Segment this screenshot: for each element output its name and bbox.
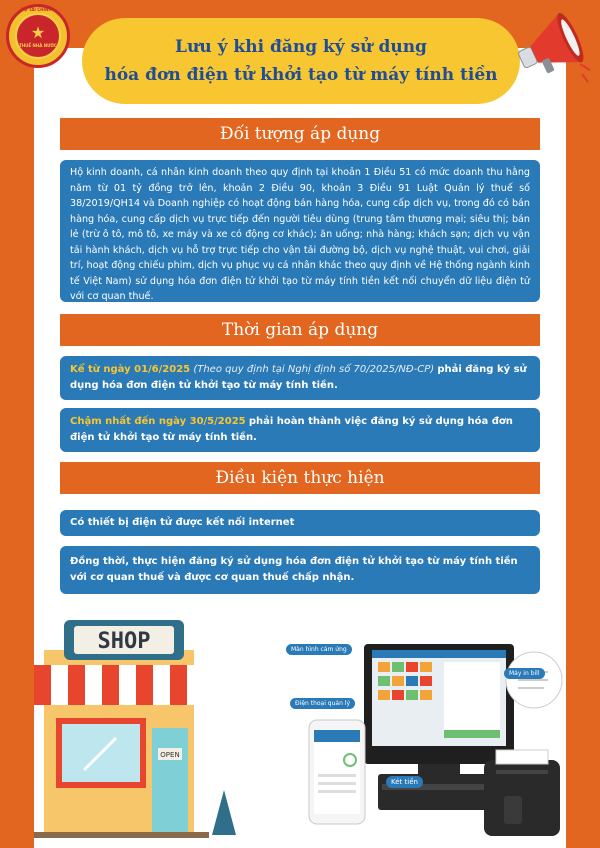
- phone-device: [309, 720, 365, 824]
- thoi-gian-item-2: [60, 408, 540, 452]
- dieu-kien-item-1: [60, 510, 540, 536]
- shop-sign-text: SHOP: [97, 629, 151, 654]
- heading-doi-tuong: Đối tượng áp dụng: [60, 118, 540, 150]
- label-cash-drawer: Két tiền: [386, 776, 423, 788]
- doi-tuong-text: Hộ kinh doanh, cá nhân kinh doanh theo quy định tại khoản 1 Điều 51 có mức doanh thu hằng năm từ 01 tỷ đồng trở lên, khoản 2 Điều 90, khoản 3 Điều 91 Luật Quản lý thuế số 38/2019/QH14 và Doanh nghiệp có hoạt động bán hàng hóa, cung cấp dịch vụ, trong đó có bán hàng hóa, cung cấp dịch vụ trực tiếp đến người tiêu dùng (trung tâm thương mại; siêu thị; bán lẻ (trừ ô tô, mô tô, xe máy và xe có động cơ khác); ăn uống; nhà hàng; khách sạn; dịch vụ vận tải hành khách, dịch vụ hỗ trợ trực tiếp cho vận tải đường bộ, dịch vụ nghệ thuật, vui chơi, giải trí, hoạt động chiếu phim, dịch vụ phục vụ cá nhân khác theo quy định về Hệ thống ngành kinh tế Việt Nam) sử dụng hóa đơn điện tử khởi tạo từ máy tính tiền kết nối chuyển dữ liệu điện tử với cơ quan thuế.: [70, 167, 530, 302]
- thoi-gian-text-1: phải đăng ký sử dụng hóa đơn điện tử khởi tạo từ máy tính tiền.: [70, 364, 527, 391]
- title-banner: [82, 18, 520, 104]
- megaphone-icon: [508, 4, 592, 88]
- thoi-gian-item-1: [60, 356, 540, 400]
- doi-tuong-box: [60, 160, 540, 302]
- title-line-2: hóa đơn điện tử khởi tạo từ máy tính tiền: [104, 65, 498, 85]
- open-sign-text: OPEN: [160, 751, 180, 759]
- star-icon: ★: [30, 22, 46, 42]
- label-bill-printer: Máy in bill: [504, 668, 545, 679]
- heading-dieu-kien: Điều kiện thực hiện: [60, 462, 540, 494]
- thoi-gian-text-2: phải hoàn thành việc đăng ký sử dụng hóa đơn điện tử khởi tạo từ máy tính tiền.: [70, 416, 513, 443]
- logo-inner-text: THUẾ NHÀ NƯỚC: [19, 42, 57, 48]
- date-highlight-1: Kể từ ngày 01/6/2025: [70, 364, 191, 375]
- heading-thoi-gian: Thời gian áp dụng: [60, 314, 540, 346]
- title-line-1: Lưu ý khi đăng ký sử dụng: [175, 37, 427, 57]
- logo-top-text: BỘ TÀI CHÍNH: [21, 7, 52, 12]
- dieu-kien-text-2: Đồng thời, thực hiện đăng ký sử dụng hóa đơn điện tử khởi tạo từ máy tính tiền với cơ quan thuế và được cơ quan thuế chấp nhận.: [70, 556, 518, 583]
- label-touch-screen: Màn hình cảm ứng: [286, 644, 352, 655]
- date-highlight-2: Chậm nhất đến ngày 30/5/2025: [70, 416, 246, 427]
- logo-inner: [15, 13, 61, 59]
- decree-note: (Theo quy định tại Nghị định số 70/2025/NĐ-CP): [193, 364, 435, 375]
- dieu-kien-item-2: [60, 546, 540, 594]
- label-manager-phone: Điện thoại quản lý: [290, 698, 355, 709]
- dieu-kien-text-1: Có thiết bị điện tử được kết nối internet: [70, 517, 295, 528]
- shop-illustration: [34, 620, 236, 838]
- tax-authority-logo: [6, 4, 70, 68]
